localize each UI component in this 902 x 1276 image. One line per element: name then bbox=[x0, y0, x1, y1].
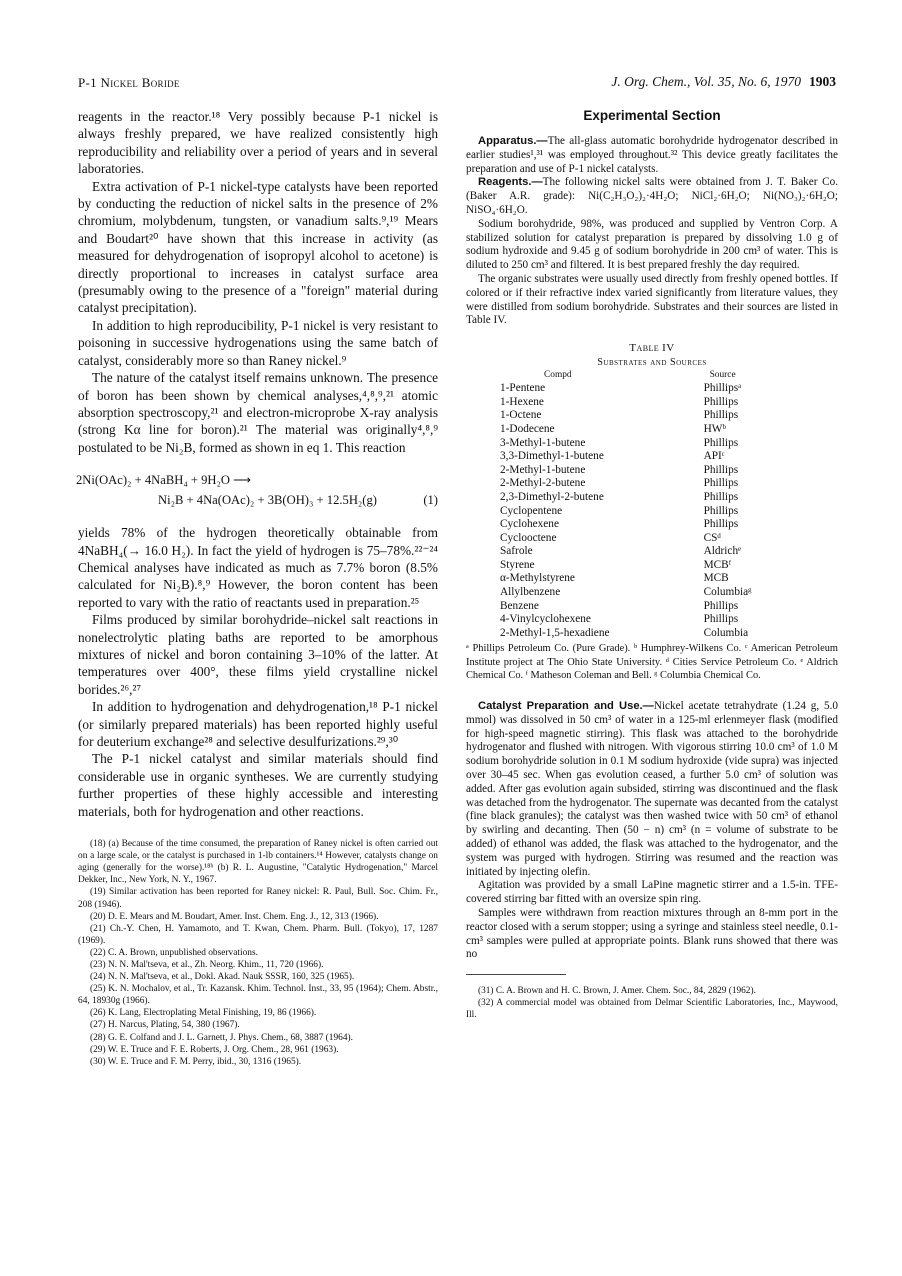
table-row bbox=[500, 559, 790, 573]
footnote: (20) D. E. Mears and M. Boudart, Amer. Inst. Chem. Eng. J., 12, 313 (1966). bbox=[90, 911, 379, 922]
compound-cell: Allylbenzene bbox=[500, 586, 561, 599]
table-row bbox=[500, 600, 790, 614]
footnote: (22) C. A. Brown, unpublished observations. bbox=[90, 947, 258, 958]
footnote: (23) N. N. Mal'tseva, et al., Zh. Neorg. Khim., 11, 720 (1966). bbox=[90, 959, 324, 970]
source-cell: MCB bbox=[703, 572, 729, 585]
paragraph: Extra activation of P-1 nickel-type catalysts have been reported by conducting the reduction of nickel salts in the presence of 2% chromium, molybdenum, tungsten, or vanadium salts.⁹,¹⁹ Mears and Boudart²⁰ have shown that this increase in activity (as measured for dehydrogenation of isopropyl alcohol to acetone) is directly proportional to increases in catalyst surface area (presumably owing to the presence of a "foreign" material during catalyst precipitation). bbox=[78, 178, 438, 316]
table-row bbox=[500, 505, 790, 519]
footnote: (18) (a) Because of the time consumed, the preparation of Raney nickel is often carried out on a large scale, or the catalyst is purchased in 1-lb containers.¹⁴ However, catalysts change on aging (generally for the worse).¹⁸ᵇ (b) R. L. Augustine, "Catalytic Hydrogenation," Marcel Dekker, Inc., New York, N. Y., 1967. bbox=[78, 839, 438, 886]
paragraph bbox=[466, 218, 838, 273]
source-cell: Phillips bbox=[703, 490, 739, 503]
compound-cell: α-Methylstyrene bbox=[500, 572, 575, 585]
paragraph: yields 78% of the hydrogen theoretically obtainable from 4NaBH₄(→ 16.0 H₂). In fact the yield of hydrogen is 75–78%.²²⁻²⁴ Chemical analyses have indicated as much as 7.7% boron (8.5% calculated for Ni₂B).⁸,⁹ However, the boron content has been reported to vary with the ratio of reactants used in preparation.²⁵ bbox=[78, 525, 438, 610]
compound-cell: 3-Methyl-1-butene bbox=[500, 436, 586, 449]
compound-cell: Cyclohexene bbox=[500, 518, 559, 531]
equation-line-2 bbox=[76, 490, 438, 510]
table-row bbox=[500, 464, 790, 478]
table-row bbox=[500, 382, 790, 396]
table-subtitle: Substrates and Sources bbox=[597, 357, 707, 369]
table-row bbox=[500, 572, 790, 586]
compound-cell: 1-Pentene bbox=[500, 382, 546, 395]
paragraph: The nature of the catalyst itself remains unknown. The presence of boron has been shown by chemical analyses,⁴,⁸,⁹,²¹ atomic absorption spectroscopy,²¹ and electron-microprobe X-ray analysis (strong Kα line for boron).²¹ The material was originally⁴,⁸,⁹ postulated to be Ni₂B, formed as shown in eq 1. This reaction bbox=[78, 370, 438, 455]
left-body-continued bbox=[78, 524, 438, 820]
compound-cell: 3,3-Dimethyl-1-butene bbox=[500, 450, 604, 463]
experimental-body bbox=[466, 135, 838, 328]
right-column bbox=[466, 108, 838, 1021]
left-column bbox=[78, 108, 438, 1068]
left-footnotes bbox=[78, 838, 438, 1068]
source-cell: Columbiaᵍ bbox=[703, 586, 752, 599]
footnote: (19) Similar activation has been reported for Raney nickel: R. Paul, Bull. Soc. Chim. Fr., 208 (1946). bbox=[78, 887, 438, 910]
compound-cell: 1-Dodecene bbox=[500, 422, 555, 435]
footnote: (26) K. Lang, Electroplating Metal Finishing, 19, 86 (1966). bbox=[90, 1008, 317, 1019]
table-row bbox=[500, 532, 790, 546]
equation-products: Ni₂B + 4Na(OAc)₂ + 3B(OH)₃ + 12.5H₂(g) bbox=[158, 493, 377, 508]
equation-line-1: 2Ni(OAc)₂ + 4NaBH₄ + 9H₂O ⟶ bbox=[76, 473, 252, 488]
source-cell: Phillips bbox=[703, 613, 739, 626]
compound-cell: 4-Vinylcyclohexene bbox=[500, 613, 591, 626]
table-title: Table IV bbox=[629, 342, 675, 355]
table-header-row bbox=[500, 370, 790, 382]
compound-cell: 2,3-Dimethyl-2-butene bbox=[500, 490, 604, 503]
paragraph-text: The following nickel salts were obtained from J. T. Baker Co. (Baker A.R. grade): Ni(C₂H₃O₂)₂·4H₂O; NiCl₂·6H₂O; Ni(NO₃)₂·6H₂O; NiSO₄·6H₂O. bbox=[466, 176, 838, 216]
paragraph-lead: Catalyst Preparation and Use.— bbox=[478, 700, 654, 713]
paragraph bbox=[466, 273, 838, 328]
table-row bbox=[500, 423, 790, 437]
column-header-source: Source bbox=[709, 370, 736, 381]
column-header-compd: Compd bbox=[544, 370, 572, 381]
footnote: (31) C. A. Brown and H. C. Brown, J. Amer. Chem. Soc., 84, 2829 (1962). bbox=[478, 986, 756, 997]
paragraph-text: Sodium borohydride, 98%, was produced and supplied by Ventron Corp. A stabilized solution for catalyst preparation is prepared by dissolving 1.0 g of sodium hydroxide and 9.45 g of sodium borohydride in 200 cm³ of water. This is diluted to 250 cm³ and filtered. It is best prepared freshly the day required. bbox=[466, 217, 838, 272]
source-cell: Phillips bbox=[703, 518, 739, 531]
table-row bbox=[500, 396, 790, 410]
compound-cell: 1-Hexene bbox=[500, 395, 544, 408]
compound-cell: 2-Methyl-1-butene bbox=[500, 463, 586, 476]
left-body bbox=[78, 108, 438, 456]
compound-cell: 2-Methyl-2-butene bbox=[500, 477, 586, 490]
compound-cell: 1-Octene bbox=[500, 409, 542, 422]
equation-1 bbox=[76, 470, 438, 510]
running-head-title: P-1 Nickel Boride bbox=[78, 75, 180, 90]
source-cell: Phillips bbox=[703, 477, 739, 490]
source-cell: Aldrichᵉ bbox=[703, 545, 741, 558]
paragraph-text: Nickel acetate tetrahydrate (1.24 g, 5.0 mmol) was dissolved in 50 cm³ of water in a 125-ml erlenmeyer flask (modified for high-speed magnetic stirring). This flask was attached to the borohydride hydrogenator and flushed with nitrogen. With vigorous stirring 10.0 cm³ of 1.0 M sodium borohydride solution in 0.1 M sodium hydroxide (vide supra) was injected over 30–45 sec. When gas evolution ceased, a further 5.0 cm³ of solution was added. After gas evolution again subsided, stirring was discontinued and the flask was detached from the hydrogenator. The supernate was decanted from the catalyst (fine black granules); the catalyst was then washed twice with 50 cm³ of ethanol by swirling and decanting. Then (50 − n) cm³ (n = volume of substrate to be added) of ethanol was added, the flask was attached to the hydrogenator, and the system was purged with hydrogen. Stirring was resumed and the reaction was initiated by injecting olefin. bbox=[466, 700, 839, 878]
paragraph bbox=[466, 879, 838, 907]
table-row bbox=[500, 627, 790, 641]
footnote: (27) H. Narcus, Plating, 54, 380 (1967). bbox=[90, 1020, 240, 1031]
footnote-divider bbox=[466, 974, 566, 975]
paragraph bbox=[466, 176, 838, 217]
source-cell: CSᵈ bbox=[703, 531, 721, 544]
paragraph-text: The all-glass automatic borohydride hydrogenator described in earlier studies¹,³¹ was employed throughout.³² This device greatly facilitates the preparation and use of P-1 nickel catalysts. bbox=[466, 135, 838, 175]
source-cell: Phillips bbox=[703, 409, 739, 422]
source-cell: HWᵇ bbox=[703, 422, 726, 435]
source-cell: APIᶜ bbox=[703, 450, 725, 463]
source-cell: Phillips bbox=[703, 463, 739, 476]
source-cell: Phillipsᵃ bbox=[703, 382, 742, 395]
footnote: (24) N. N. Mal'tseva, et al., Dokl. Akad. Nauk SSSR, 160, 325 (1965). bbox=[90, 972, 355, 983]
source-cell: MCBᶠ bbox=[703, 558, 732, 571]
table-footnote: ᵃ Phillips Petroleum Co. (Pure Grade). ᵇ Humphrey-Wilkens Co. ᶜ American Petroleum Institute project at The Ohio State University. ᵈ Cities Service Petroleum Co. ᵉ Aldrich Chemical Co. ᶠ Matheson Coleman and Bell. ᵍ Columbia Chemical Co. bbox=[466, 643, 838, 681]
equation-number: (1) bbox=[423, 493, 438, 508]
compound-cell: Safrole bbox=[500, 545, 533, 558]
source-cell: Phillips bbox=[703, 504, 739, 517]
compound-cell: Cyclopentene bbox=[500, 504, 563, 517]
table-row bbox=[500, 613, 790, 627]
journal-citation: J. Org. Chem., Vol. 35, No. 6, 1970 bbox=[611, 74, 801, 89]
footnote: (32) A commercial model was obtained from Delmar Scientific Laboratories, Inc., Maywood, Ill. bbox=[466, 998, 838, 1021]
paragraph-text: Agitation was provided by a small LaPine magnetic stirrer and a 1.5-in. TFE-covered stirring bar fitted with an oversize spin ring. bbox=[466, 879, 838, 906]
page-number: 1903 bbox=[809, 74, 836, 89]
paragraph-text: The organic substrates were usually used directly from freshly opened bottles. If colored or if their refractive index varied significantly from literature values, they were distilled from sodium borohydride. Substrates and their sources are listed in Table IV. bbox=[466, 272, 838, 327]
table-row bbox=[500, 409, 790, 423]
table-row bbox=[500, 518, 790, 532]
paragraph-lead: Apparatus.— bbox=[478, 135, 548, 147]
catalyst-preparation-body bbox=[466, 700, 838, 962]
table-row bbox=[500, 437, 790, 451]
source-cell: Phillips bbox=[703, 395, 739, 408]
section-title: Experimental Section bbox=[583, 108, 721, 123]
paragraph: reagents in the reactor.¹⁸ Very possibly because P-1 nickel is always freshly prepared, we have realized consistently high reproducibility and reliability over a period of years and in several laboratories. bbox=[78, 109, 438, 177]
compound-cell: Styrene bbox=[500, 558, 535, 571]
footnote: (25) K. N. Mochalov, et al., Tr. Kazansk. Khim. Technol. Inst., 33, 95 (1964); Chem. Abstr., 64, 18930g (1966). bbox=[78, 984, 438, 1007]
paragraph: In addition to hydrogenation and dehydrogenation,¹⁸ P-1 nickel (or similarly prepared materials) has been reported highly useful for deuterium exchange²⁸ and selective desulfurizations.²⁹,³⁰ bbox=[78, 699, 438, 749]
paragraph-lead: Reagents.— bbox=[478, 176, 543, 189]
footnote: (29) W. E. Truce and F. E. Roberts, J. Org. Chem., 28, 961 (1963). bbox=[90, 1044, 339, 1055]
compound-cell: Benzene bbox=[500, 599, 539, 612]
table-row bbox=[500, 477, 790, 491]
footnote: (21) Ch.-Y. Chen, H. Yamamoto, and T. Kwan, Chem. Pharm. Bull. (Tokyo), 17, 1287 (1969). bbox=[78, 923, 438, 946]
source-cell: Phillips bbox=[703, 436, 739, 449]
paragraph bbox=[466, 135, 838, 176]
paragraph bbox=[466, 700, 838, 879]
table-row bbox=[500, 450, 790, 464]
source-cell: Phillips bbox=[703, 599, 739, 612]
compound-cell: Cyclooctene bbox=[500, 531, 557, 544]
substrates-table bbox=[500, 370, 790, 640]
paragraph-text: Samples were withdrawn from reaction mixtures through an 8-mm port in the reactor closed with a serum stopper; using a syringe and stainless steel needle, 0.1-cm³ samples were pulled at appropriate points. Blank runs showed that there was no bbox=[466, 907, 838, 961]
paragraph: The P-1 nickel catalyst and similar materials should find considerable use in organic syntheses. We are currently studying further properties of these highly accessible and interesting materials, both for hydrogenation and other reactions. bbox=[78, 751, 438, 819]
table-row bbox=[500, 586, 790, 600]
running-head-journal bbox=[611, 74, 836, 90]
source-cell: Columbia bbox=[703, 626, 749, 639]
right-footnotes bbox=[466, 985, 838, 1021]
table-body bbox=[500, 382, 790, 640]
paragraph: Films produced by similar borohydride–nickel salt reactions in nonelectrolytic plating baths are reported to be amorphous mixtures of nickel and boron containing 3–10% of the latter. At temperatures over 400°, these films yield crystalline nickel borides.²⁶,²⁷ bbox=[78, 612, 438, 697]
footnote: (30) W. E. Truce and F. M. Perry, ibid., 30, 1316 (1965). bbox=[90, 1056, 302, 1067]
table-row bbox=[500, 491, 790, 505]
table-row bbox=[500, 545, 790, 559]
footnote: (28) G. E. Colfand and J. L. Garnett, J. Phys. Chem., 68, 3887 (1964). bbox=[90, 1032, 353, 1043]
paragraph: In addition to high reproducibility, P-1 nickel is very resistant to poisoning in successive hydrogenations using the same batch of catalyst, considerably more so than Raney nickel.⁹ bbox=[78, 317, 438, 368]
compound-cell: 2-Methyl-1,5-hexadiene bbox=[500, 626, 610, 639]
paragraph bbox=[466, 907, 838, 962]
